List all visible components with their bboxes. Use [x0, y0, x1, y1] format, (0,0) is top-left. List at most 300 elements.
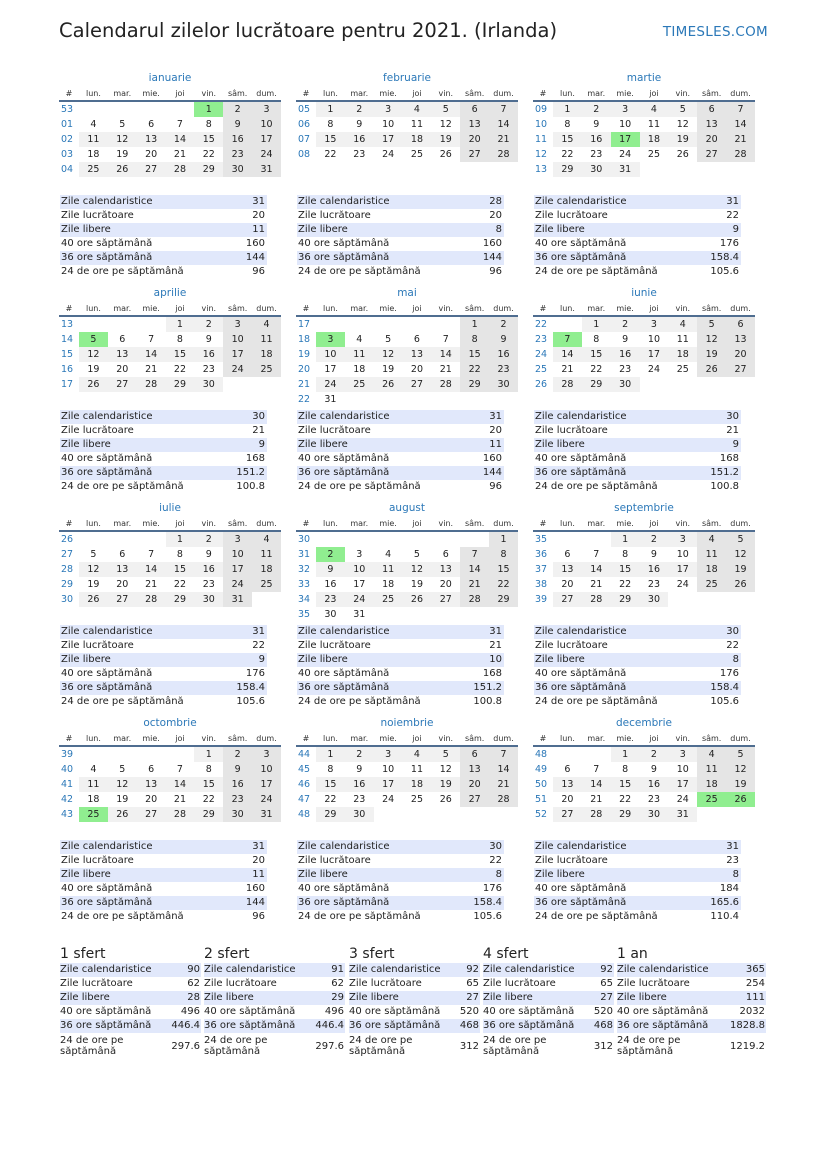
day-cell[interactable]: 6 [553, 762, 582, 777]
day-cell[interactable]: 14 [582, 777, 611, 792]
day-cell[interactable]: 16 [223, 777, 252, 792]
day-cell[interactable]: 3 [223, 316, 252, 332]
day-cell[interactable]: 16 [316, 577, 345, 592]
day-cell[interactable]: 18 [403, 132, 432, 147]
day-cell[interactable]: 23 [345, 792, 374, 807]
day-cell[interactable]: 24 [223, 362, 252, 377]
day-cell[interactable]: 24 [345, 592, 374, 607]
day-cell[interactable]: 28 [137, 377, 166, 392]
day-cell[interactable]: 4 [374, 547, 403, 562]
day-cell[interactable]: 21 [489, 777, 518, 792]
day-cell[interactable]: 2 [345, 746, 374, 762]
day-cell[interactable]: 1 [582, 316, 611, 332]
day-cell[interactable]: 16 [345, 777, 374, 792]
day-cell[interactable]: 6 [137, 117, 166, 132]
day-cell[interactable]: 23 [640, 577, 669, 592]
day-cell[interactable]: 1 [553, 101, 582, 117]
day-cell[interactable]: 29 [611, 807, 640, 822]
day-cell[interactable]: 10 [668, 547, 697, 562]
day-cell[interactable]: 26 [697, 362, 726, 377]
day-cell[interactable]: 30 [640, 807, 669, 822]
day-cell[interactable]: 15 [582, 347, 611, 362]
day-cell[interactable]: 13 [137, 777, 166, 792]
day-cell[interactable]: 26 [108, 807, 137, 822]
day-cell[interactable]: 22 [316, 792, 345, 807]
day-cell[interactable]: 21 [137, 577, 166, 592]
day-cell[interactable]: 8 [582, 332, 611, 347]
day-cell[interactable]: 2 [640, 746, 669, 762]
day-cell[interactable]: 14 [726, 117, 755, 132]
day-cell[interactable]: 7 [166, 762, 195, 777]
day-cell[interactable]: 15 [489, 562, 518, 577]
day-cell[interactable]: 20 [697, 132, 726, 147]
day-cell[interactable]: 1 [166, 531, 195, 547]
day-cell[interactable]: 25 [403, 147, 432, 162]
day-cell[interactable]: 21 [431, 362, 460, 377]
day-cell[interactable]: 21 [166, 792, 195, 807]
day-cell[interactable]: 7 [489, 746, 518, 762]
day-cell[interactable]: 11 [252, 332, 281, 347]
day-cell[interactable]: 12 [668, 117, 697, 132]
day-cell[interactable]: 14 [553, 347, 582, 362]
day-cell[interactable]: 31 [252, 162, 281, 177]
day-cell[interactable]: 23 [223, 147, 252, 162]
day-cell[interactable]: 29 [582, 377, 611, 392]
day-cell[interactable]: 4 [697, 746, 726, 762]
day-cell[interactable]: 14 [166, 777, 195, 792]
day-cell[interactable]: 12 [697, 332, 726, 347]
day-cell[interactable]: 22 [611, 577, 640, 592]
day-cell[interactable]: 19 [726, 777, 755, 792]
day-cell[interactable]: 20 [553, 792, 582, 807]
day-cell[interactable]: 8 [194, 117, 223, 132]
day-cell[interactable]: 8 [460, 332, 489, 347]
day-cell[interactable]: 26 [374, 377, 403, 392]
day-cell[interactable]: 23 [611, 362, 640, 377]
day-cell[interactable]: 14 [489, 762, 518, 777]
day-cell[interactable]: 19 [431, 777, 460, 792]
day-cell[interactable]: 24 [668, 577, 697, 592]
day-cell[interactable]: 23 [489, 362, 518, 377]
day-cell[interactable]: 16 [194, 347, 223, 362]
day-cell[interactable]: 30 [489, 377, 518, 392]
day-cell[interactable]: 18 [668, 347, 697, 362]
day-cell[interactable]: 17 [223, 347, 252, 362]
day-cell[interactable]: 16 [345, 132, 374, 147]
day-cell[interactable]: 25 [697, 577, 726, 592]
day-cell[interactable]: 12 [403, 562, 432, 577]
day-cell[interactable]: 10 [223, 332, 252, 347]
day-cell[interactable]: 28 [553, 377, 582, 392]
holiday-day-cell[interactable]: 26 [726, 792, 755, 807]
day-cell[interactable]: 20 [460, 777, 489, 792]
day-cell[interactable]: 9 [345, 762, 374, 777]
day-cell[interactable]: 1 [489, 531, 518, 547]
day-cell[interactable]: 19 [668, 132, 697, 147]
day-cell[interactable]: 9 [640, 547, 669, 562]
day-cell[interactable]: 17 [223, 562, 252, 577]
day-cell[interactable]: 12 [431, 117, 460, 132]
day-cell[interactable]: 13 [431, 562, 460, 577]
day-cell[interactable]: 27 [553, 592, 582, 607]
day-cell[interactable]: 28 [489, 792, 518, 807]
day-cell[interactable]: 31 [316, 392, 345, 407]
day-cell[interactable]: 24 [252, 792, 281, 807]
day-cell[interactable]: 21 [137, 362, 166, 377]
holiday-day-cell[interactable]: 2 [316, 547, 345, 562]
day-cell[interactable]: 30 [345, 807, 374, 822]
day-cell[interactable]: 9 [345, 117, 374, 132]
day-cell[interactable]: 10 [374, 117, 403, 132]
day-cell[interactable]: 12 [108, 777, 137, 792]
day-cell[interactable]: 18 [403, 777, 432, 792]
day-cell[interactable]: 11 [345, 347, 374, 362]
day-cell[interactable]: 17 [345, 577, 374, 592]
day-cell[interactable]: 13 [553, 562, 582, 577]
day-cell[interactable]: 16 [223, 132, 252, 147]
day-cell[interactable]: 11 [252, 547, 281, 562]
day-cell[interactable]: 15 [316, 132, 345, 147]
day-cell[interactable]: 27 [726, 362, 755, 377]
day-cell[interactable]: 28 [166, 807, 195, 822]
day-cell[interactable]: 29 [316, 807, 345, 822]
day-cell[interactable]: 22 [166, 362, 195, 377]
day-cell[interactable]: 15 [166, 562, 195, 577]
day-cell[interactable]: 11 [697, 547, 726, 562]
day-cell[interactable]: 19 [79, 577, 108, 592]
day-cell[interactable]: 6 [460, 746, 489, 762]
day-cell[interactable]: 10 [611, 117, 640, 132]
day-cell[interactable]: 2 [223, 101, 252, 117]
day-cell[interactable]: 13 [726, 332, 755, 347]
day-cell[interactable]: 22 [194, 792, 223, 807]
day-cell[interactable]: 15 [611, 562, 640, 577]
day-cell[interactable]: 17 [640, 347, 669, 362]
day-cell[interactable]: 4 [252, 531, 281, 547]
day-cell[interactable]: 12 [726, 762, 755, 777]
day-cell[interactable]: 29 [166, 377, 195, 392]
day-cell[interactable]: 26 [79, 377, 108, 392]
day-cell[interactable]: 5 [108, 117, 137, 132]
day-cell[interactable]: 29 [611, 592, 640, 607]
day-cell[interactable]: 28 [489, 147, 518, 162]
day-cell[interactable]: 6 [726, 316, 755, 332]
day-cell[interactable]: 7 [489, 101, 518, 117]
day-cell[interactable]: 1 [316, 746, 345, 762]
day-cell[interactable]: 6 [553, 547, 582, 562]
day-cell[interactable]: 26 [431, 792, 460, 807]
day-cell[interactable]: 15 [166, 347, 195, 362]
day-cell[interactable]: 2 [582, 101, 611, 117]
day-cell[interactable]: 10 [252, 117, 281, 132]
day-cell[interactable]: 8 [611, 762, 640, 777]
day-cell[interactable]: 26 [668, 147, 697, 162]
day-cell[interactable]: 27 [137, 807, 166, 822]
day-cell[interactable]: 12 [79, 347, 108, 362]
holiday-day-cell[interactable]: 5 [79, 332, 108, 347]
day-cell[interactable]: 17 [374, 132, 403, 147]
day-cell[interactable]: 28 [582, 592, 611, 607]
day-cell[interactable]: 24 [611, 147, 640, 162]
day-cell[interactable]: 2 [345, 101, 374, 117]
day-cell[interactable]: 14 [582, 562, 611, 577]
day-cell[interactable]: 6 [137, 762, 166, 777]
holiday-day-cell[interactable]: 3 [316, 332, 345, 347]
day-cell[interactable]: 17 [252, 777, 281, 792]
day-cell[interactable]: 29 [194, 807, 223, 822]
day-cell[interactable]: 29 [553, 162, 582, 177]
day-cell[interactable]: 7 [137, 332, 166, 347]
day-cell[interactable]: 17 [668, 562, 697, 577]
day-cell[interactable]: 21 [582, 792, 611, 807]
day-cell[interactable]: 23 [316, 592, 345, 607]
day-cell[interactable]: 17 [316, 362, 345, 377]
day-cell[interactable]: 23 [194, 577, 223, 592]
day-cell[interactable]: 14 [460, 562, 489, 577]
day-cell[interactable]: 9 [223, 762, 252, 777]
day-cell[interactable]: 12 [726, 547, 755, 562]
day-cell[interactable]: 23 [194, 362, 223, 377]
day-cell[interactable]: 14 [489, 117, 518, 132]
day-cell[interactable]: 7 [137, 547, 166, 562]
day-cell[interactable]: 19 [431, 132, 460, 147]
day-cell[interactable]: 3 [668, 746, 697, 762]
day-cell[interactable]: 9 [489, 332, 518, 347]
day-cell[interactable]: 27 [553, 807, 582, 822]
holiday-day-cell[interactable]: 7 [553, 332, 582, 347]
day-cell[interactable]: 31 [252, 807, 281, 822]
day-cell[interactable]: 10 [668, 762, 697, 777]
day-cell[interactable]: 20 [431, 577, 460, 592]
day-cell[interactable]: 25 [640, 147, 669, 162]
day-cell[interactable]: 12 [79, 562, 108, 577]
day-cell[interactable]: 31 [223, 592, 252, 607]
day-cell[interactable]: 4 [345, 332, 374, 347]
day-cell[interactable]: 19 [403, 577, 432, 592]
day-cell[interactable]: 24 [252, 147, 281, 162]
day-cell[interactable]: 17 [668, 777, 697, 792]
holiday-day-cell[interactable]: 17 [611, 132, 640, 147]
day-cell[interactable]: 2 [223, 746, 252, 762]
day-cell[interactable]: 10 [252, 762, 281, 777]
day-cell[interactable]: 4 [79, 762, 108, 777]
day-cell[interactable]: 22 [489, 577, 518, 592]
day-cell[interactable]: 18 [252, 562, 281, 577]
day-cell[interactable]: 29 [460, 377, 489, 392]
day-cell[interactable]: 22 [316, 147, 345, 162]
day-cell[interactable]: 14 [137, 347, 166, 362]
day-cell[interactable]: 20 [460, 132, 489, 147]
day-cell[interactable]: 26 [79, 592, 108, 607]
day-cell[interactable]: 15 [460, 347, 489, 362]
day-cell[interactable]: 4 [640, 101, 669, 117]
day-cell[interactable]: 5 [431, 746, 460, 762]
day-cell[interactable]: 27 [108, 377, 137, 392]
day-cell[interactable]: 21 [460, 577, 489, 592]
day-cell[interactable]: 21 [582, 577, 611, 592]
day-cell[interactable]: 14 [166, 132, 195, 147]
day-cell[interactable]: 5 [108, 762, 137, 777]
day-cell[interactable]: 18 [345, 362, 374, 377]
day-cell[interactable]: 24 [374, 792, 403, 807]
day-cell[interactable]: 18 [79, 147, 108, 162]
day-cell[interactable]: 30 [194, 592, 223, 607]
day-cell[interactable]: 6 [697, 101, 726, 117]
day-cell[interactable]: 31 [668, 807, 697, 822]
day-cell[interactable]: 6 [403, 332, 432, 347]
day-cell[interactable]: 26 [726, 577, 755, 592]
day-cell[interactable]: 11 [640, 117, 669, 132]
day-cell[interactable]: 23 [582, 147, 611, 162]
day-cell[interactable]: 15 [316, 777, 345, 792]
day-cell[interactable]: 18 [252, 347, 281, 362]
day-cell[interactable]: 6 [431, 547, 460, 562]
day-cell[interactable]: 5 [79, 547, 108, 562]
day-cell[interactable]: 20 [108, 362, 137, 377]
day-cell[interactable]: 7 [166, 117, 195, 132]
day-cell[interactable]: 3 [640, 316, 669, 332]
day-cell[interactable]: 11 [79, 132, 108, 147]
day-cell[interactable]: 3 [374, 101, 403, 117]
day-cell[interactable]: 24 [640, 362, 669, 377]
day-cell[interactable]: 25 [403, 792, 432, 807]
day-cell[interactable]: 7 [460, 547, 489, 562]
day-cell[interactable]: 7 [582, 547, 611, 562]
day-cell[interactable]: 20 [403, 362, 432, 377]
day-cell[interactable]: 10 [640, 332, 669, 347]
day-cell[interactable]: 20 [137, 147, 166, 162]
day-cell[interactable]: 25 [252, 577, 281, 592]
day-cell[interactable]: 18 [374, 577, 403, 592]
day-cell[interactable]: 20 [108, 577, 137, 592]
day-cell[interactable]: 28 [431, 377, 460, 392]
day-cell[interactable]: 2 [640, 531, 669, 547]
day-cell[interactable]: 20 [137, 792, 166, 807]
day-cell[interactable]: 27 [697, 147, 726, 162]
holiday-day-cell[interactable]: 1 [194, 101, 223, 117]
day-cell[interactable]: 16 [582, 132, 611, 147]
day-cell[interactable]: 28 [582, 807, 611, 822]
day-cell[interactable]: 26 [403, 592, 432, 607]
day-cell[interactable]: 16 [640, 777, 669, 792]
day-cell[interactable]: 4 [403, 746, 432, 762]
day-cell[interactable]: 1 [460, 316, 489, 332]
brand-link[interactable]: TIMESLES.COM [662, 24, 768, 40]
day-cell[interactable]: 11 [374, 562, 403, 577]
day-cell[interactable]: 27 [403, 377, 432, 392]
day-cell[interactable]: 29 [194, 162, 223, 177]
day-cell[interactable]: 22 [611, 792, 640, 807]
day-cell[interactable]: 3 [252, 101, 281, 117]
day-cell[interactable]: 9 [194, 547, 223, 562]
day-cell[interactable]: 25 [79, 162, 108, 177]
day-cell[interactable]: 11 [403, 762, 432, 777]
day-cell[interactable]: 13 [403, 347, 432, 362]
day-cell[interactable]: 30 [640, 592, 669, 607]
day-cell[interactable]: 1 [316, 101, 345, 117]
day-cell[interactable]: 21 [489, 132, 518, 147]
day-cell[interactable]: 15 [194, 132, 223, 147]
day-cell[interactable]: 30 [316, 607, 345, 622]
day-cell[interactable]: 5 [403, 547, 432, 562]
day-cell[interactable]: 5 [431, 101, 460, 117]
day-cell[interactable]: 19 [374, 362, 403, 377]
day-cell[interactable]: 19 [726, 562, 755, 577]
day-cell[interactable]: 15 [553, 132, 582, 147]
day-cell[interactable]: 26 [108, 162, 137, 177]
day-cell[interactable]: 23 [223, 792, 252, 807]
day-cell[interactable]: 1 [611, 531, 640, 547]
day-cell[interactable]: 22 [553, 147, 582, 162]
day-cell[interactable]: 25 [374, 592, 403, 607]
day-cell[interactable]: 5 [726, 746, 755, 762]
day-cell[interactable]: 5 [374, 332, 403, 347]
day-cell[interactable]: 19 [108, 792, 137, 807]
holiday-day-cell[interactable]: 25 [697, 792, 726, 807]
day-cell[interactable]: 7 [431, 332, 460, 347]
day-cell[interactable]: 20 [553, 577, 582, 592]
day-cell[interactable]: 20 [726, 347, 755, 362]
day-cell[interactable]: 22 [582, 362, 611, 377]
day-cell[interactable]: 9 [223, 117, 252, 132]
day-cell[interactable]: 21 [166, 147, 195, 162]
day-cell[interactable]: 10 [316, 347, 345, 362]
day-cell[interactable]: 6 [108, 332, 137, 347]
day-cell[interactable]: 1 [611, 746, 640, 762]
day-cell[interactable]: 6 [460, 101, 489, 117]
day-cell[interactable]: 11 [697, 762, 726, 777]
day-cell[interactable]: 24 [374, 147, 403, 162]
day-cell[interactable]: 9 [582, 117, 611, 132]
day-cell[interactable]: 4 [697, 531, 726, 547]
day-cell[interactable]: 3 [252, 746, 281, 762]
day-cell[interactable]: 13 [553, 777, 582, 792]
day-cell[interactable]: 3 [668, 531, 697, 547]
day-cell[interactable]: 25 [345, 377, 374, 392]
holiday-day-cell[interactable]: 25 [79, 807, 108, 822]
day-cell[interactable]: 11 [79, 777, 108, 792]
day-cell[interactable]: 30 [223, 162, 252, 177]
day-cell[interactable]: 15 [194, 777, 223, 792]
day-cell[interactable]: 10 [374, 762, 403, 777]
day-cell[interactable]: 25 [252, 362, 281, 377]
day-cell[interactable]: 8 [489, 547, 518, 562]
day-cell[interactable]: 8 [166, 547, 195, 562]
day-cell[interactable]: 23 [345, 147, 374, 162]
day-cell[interactable]: 13 [460, 117, 489, 132]
day-cell[interactable]: 18 [79, 792, 108, 807]
day-cell[interactable]: 4 [668, 316, 697, 332]
day-cell[interactable]: 7 [726, 101, 755, 117]
day-cell[interactable]: 15 [611, 777, 640, 792]
day-cell[interactable]: 19 [108, 147, 137, 162]
day-cell[interactable]: 22 [166, 577, 195, 592]
day-cell[interactable]: 31 [611, 162, 640, 177]
day-cell[interactable]: 17 [374, 777, 403, 792]
day-cell[interactable]: 24 [316, 377, 345, 392]
day-cell[interactable]: 30 [194, 377, 223, 392]
day-cell[interactable]: 30 [223, 807, 252, 822]
day-cell[interactable]: 23 [640, 792, 669, 807]
day-cell[interactable]: 2 [194, 316, 223, 332]
day-cell[interactable]: 27 [431, 592, 460, 607]
day-cell[interactable]: 22 [460, 362, 489, 377]
day-cell[interactable]: 13 [460, 762, 489, 777]
day-cell[interactable]: 27 [137, 162, 166, 177]
day-cell[interactable]: 12 [431, 762, 460, 777]
day-cell[interactable]: 11 [668, 332, 697, 347]
day-cell[interactable]: 4 [79, 117, 108, 132]
